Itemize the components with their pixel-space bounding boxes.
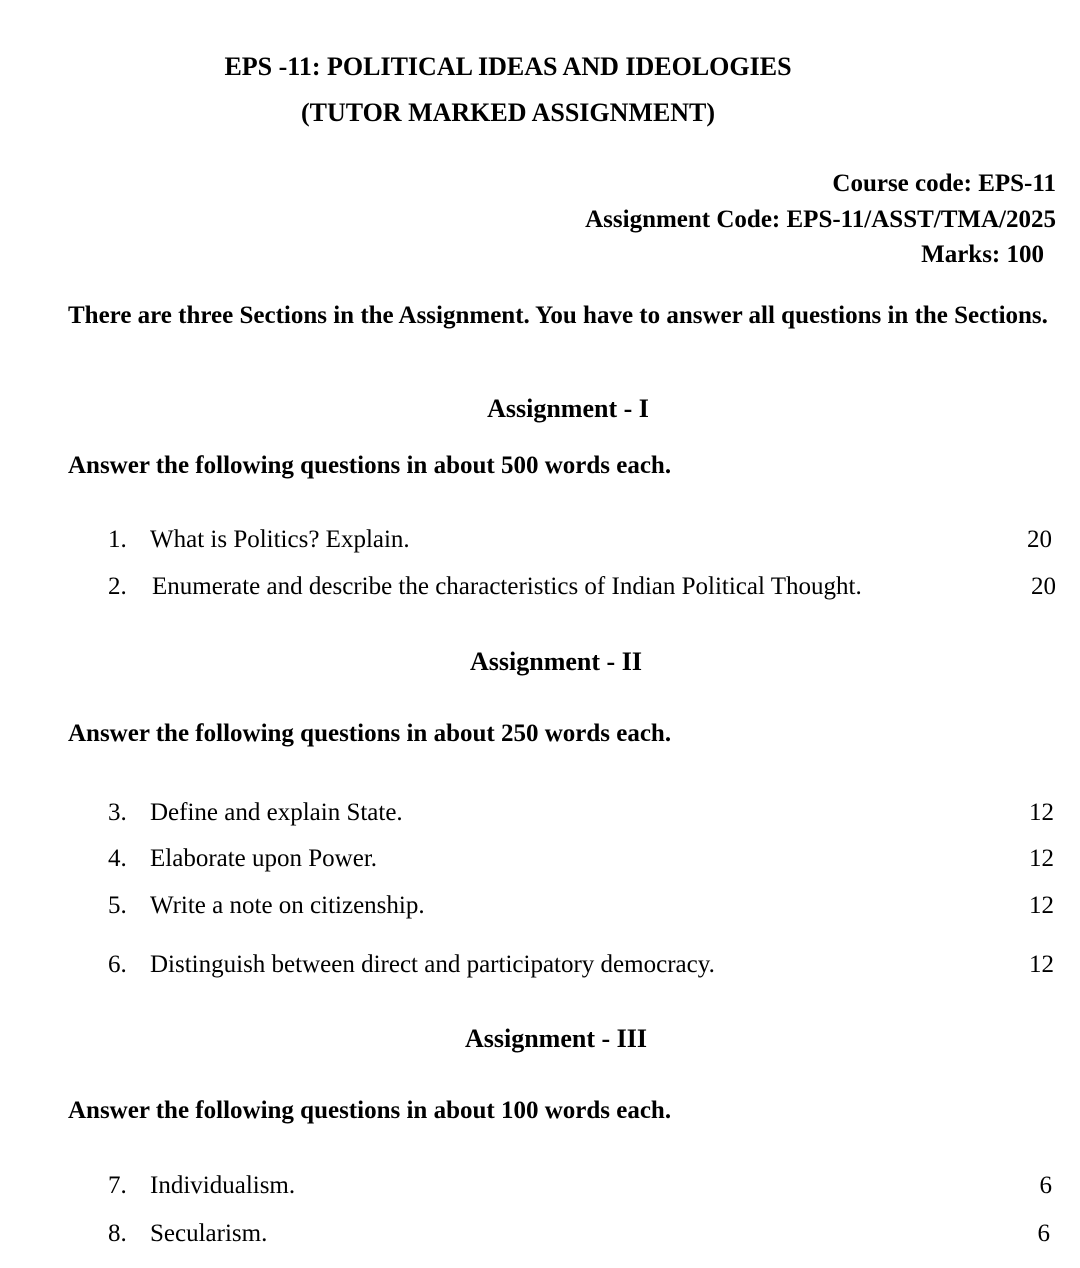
document-title: EPS -11: POLITICAL IDEAS AND IDEOLOGIES bbox=[224, 52, 792, 81]
question-marks: 12 bbox=[1029, 845, 1054, 872]
total-marks: Marks: 100 bbox=[921, 241, 1044, 268]
question-number: 2. bbox=[108, 573, 127, 600]
question-marks: 12 bbox=[1029, 951, 1054, 978]
question-marks: 20 bbox=[1027, 526, 1052, 553]
question-number: 7. bbox=[108, 1172, 127, 1199]
question-number: 1. bbox=[108, 526, 127, 553]
question-text: Individualism. bbox=[150, 1172, 296, 1199]
question-number: 8. bbox=[108, 1220, 127, 1247]
question-number: 4. bbox=[108, 845, 127, 872]
question-text: Secularism. bbox=[150, 1220, 268, 1247]
question-marks: 12 bbox=[1029, 892, 1054, 919]
document-subtitle: (TUTOR MARKED ASSIGNMENT) bbox=[300, 98, 716, 127]
question-number: 3. bbox=[108, 799, 127, 826]
section-heading-1: Assignment - I bbox=[487, 394, 649, 423]
section-heading-3: Assignment - III bbox=[464, 1024, 648, 1053]
section-heading-2: Assignment - II bbox=[470, 647, 642, 676]
question-marks: 6 bbox=[1039, 1172, 1052, 1199]
section-instruction-2: Answer the following questions in about 250 words each. bbox=[68, 720, 672, 747]
question-number: 6. bbox=[108, 951, 127, 978]
section-instruction-1: Answer the following questions in about 500 words each. bbox=[68, 452, 672, 479]
section-instruction-3: Answer the following questions in about 100 words each. bbox=[68, 1097, 672, 1124]
question-text: Enumerate and describe the characteristics of Indian Political Thought. bbox=[152, 573, 862, 600]
assignment-code: Assignment Code: EPS-11/ASST/TMA/2025 bbox=[585, 206, 1056, 233]
question-text: What is Politics? Explain. bbox=[150, 526, 410, 553]
question-marks: 6 bbox=[1037, 1220, 1050, 1247]
question-text: Elaborate upon Power. bbox=[150, 845, 378, 872]
question-text: Define and explain State. bbox=[150, 799, 403, 826]
course-code: Course code: EPS-11 bbox=[832, 170, 1056, 197]
question-number: 5. bbox=[108, 892, 127, 919]
question-text: Write a note on citizenship. bbox=[150, 892, 425, 919]
question-marks: 12 bbox=[1029, 799, 1054, 826]
question-marks: 20 bbox=[1031, 573, 1056, 600]
intro-text: There are three Sections in the Assignment. You have to answer all questions in the Sections. bbox=[68, 302, 1048, 329]
question-text: Distinguish between direct and participatory democracy. bbox=[150, 951, 715, 978]
